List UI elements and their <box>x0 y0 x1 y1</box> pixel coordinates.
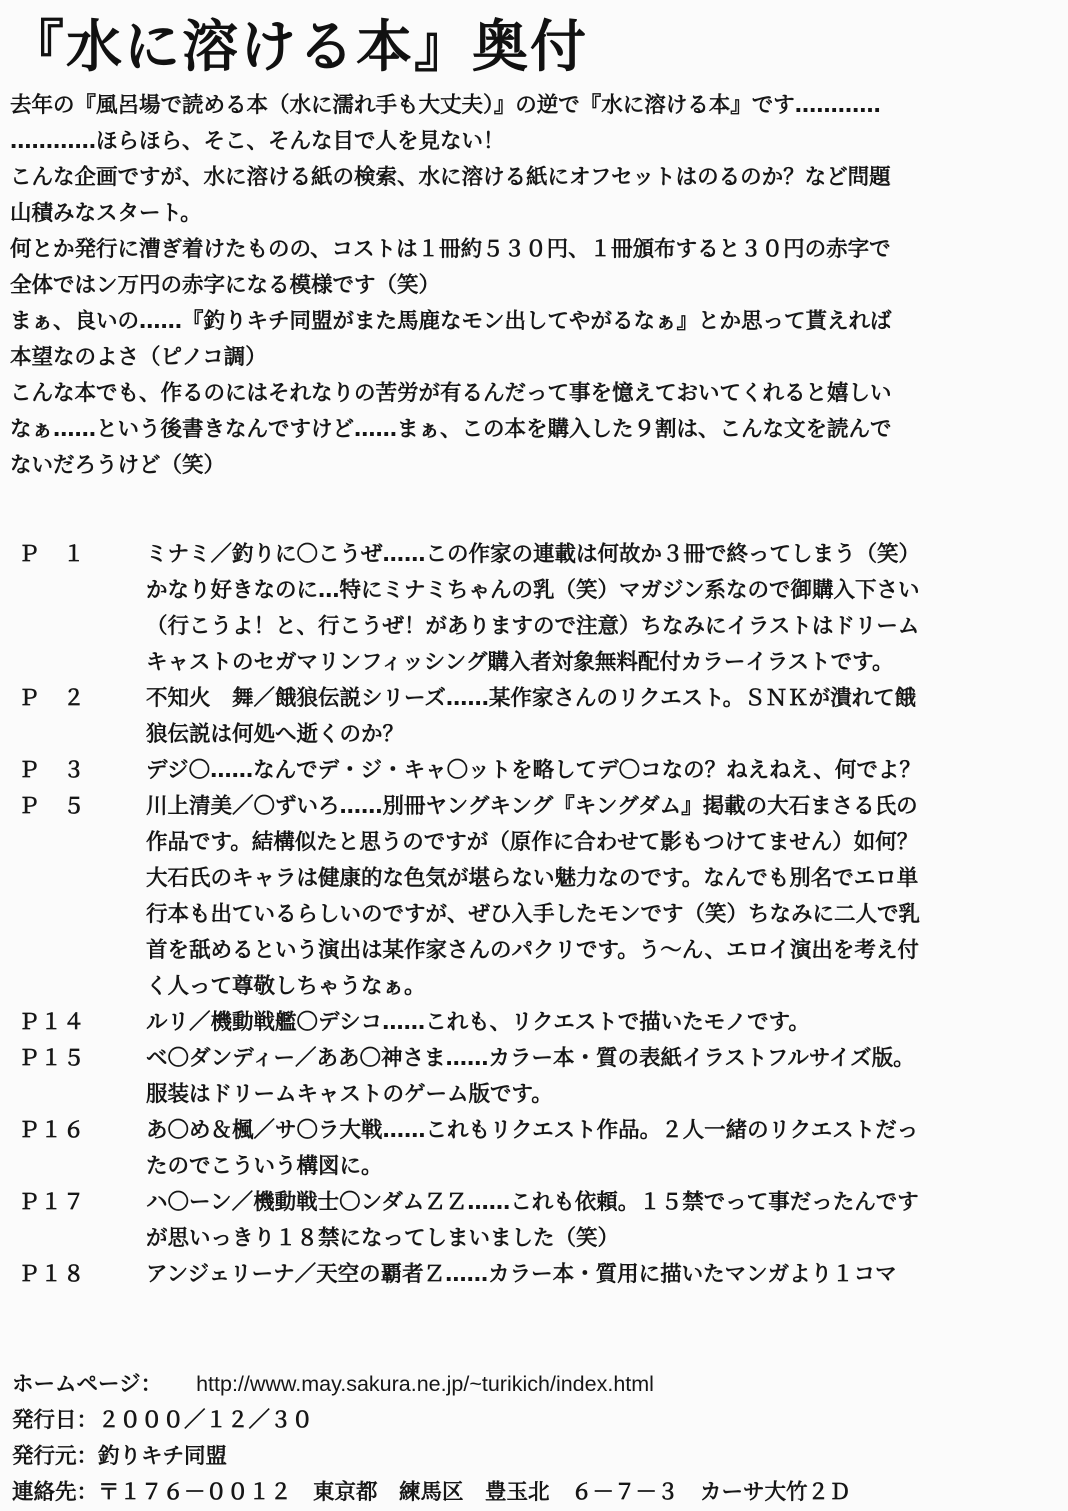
note-line: ベ〇ダンディー／ああ〇神さま……カラー本・質の表紙イラストフルサイズ版。 <box>146 1046 915 1071</box>
page-note-text <box>146 1113 1060 1185</box>
contact-address: 連絡先：〒１７６－００１２ 東京都 練馬区 豊玉北 ６－７－３ カーサ大竹２Ｄ <box>12 1480 851 1505</box>
homepage-url: http://www.may.sakura.ne.jp/~turikich/index.html <box>196 1372 654 1396</box>
note-line: デジ〇……なんでデ・ジ・キャ〇ットを略してデ〇コなの？ねえねえ、何でよ？ <box>146 758 921 783</box>
page-note-text <box>146 1005 1060 1041</box>
afterword-line: 全体ではン万円の赤字になる模様です（笑） <box>10 273 441 298</box>
page-number: Ｐ ３ <box>18 758 86 783</box>
note-line: ルリ／機動戦艦〇デシコ……これも、リクエストで描いたモノです。 <box>146 1010 810 1035</box>
note-line: ハ〇ーン／機動戦士〇ンダムＺＺ……これも依頼。１５禁でって事だったんです <box>146 1190 919 1215</box>
page-note-text <box>146 537 1060 681</box>
afterword-line: 本望なのよさ（ピノコ調） <box>10 345 267 370</box>
page-note <box>10 537 1060 681</box>
afterword-line: こんな企画ですが、水に溶ける紙の検索、水に溶ける紙にオフセットはのるのか？など問題 <box>10 165 891 190</box>
page-number: Ｐ １ <box>18 542 86 567</box>
note-line: キャストのセガマリンフィッシング購入者対象無料配付カラーイラストです。 <box>146 650 894 675</box>
publication-date: 発行日：２０００／１２／３０ <box>12 1408 314 1433</box>
page-number: Ｐ ５ <box>18 794 86 819</box>
page-note-text <box>146 681 1060 753</box>
note-line: 大石氏のキャラは健康的な色気が堪らない魅力なのです。なんでも別名でエロ単 <box>146 866 919 891</box>
page-note-text <box>146 753 1060 789</box>
afterword-line: 去年の『風呂場で読める本（水に濡れ手も大丈夫）』の逆で『水に溶ける本』です………… <box>10 93 881 118</box>
page-note <box>10 681 1060 753</box>
note-line: く人って尊敬しちゃうなぁ。 <box>146 974 426 999</box>
note-line: 服装はドリームキャストのゲーム版です。 <box>146 1082 553 1107</box>
page-note <box>10 1005 1060 1041</box>
page-number: Ｐ ２ <box>18 686 86 711</box>
note-line: 首を舐めるという演出は某作家さんのパクリです。う～ん、エロイ演出を考え付 <box>146 938 919 963</box>
note-line: かなり好きなのに…特にミナミちゃんの乳（笑）マガジン系なので御購入下さい <box>146 578 920 603</box>
note-line: ミナミ／釣りに〇こうぜ……この作家の連載は何故か３冊で終ってしまう（笑） <box>146 542 921 567</box>
note-line: が思いっきり１８禁になってしまいました（笑） <box>146 1226 620 1251</box>
page-number: Ｐ１４ <box>18 1010 86 1035</box>
note-line: アンジェリーナ／天空の覇者Ｚ……カラー本・質用に描いたマンガより１コマ <box>146 1262 897 1287</box>
note-line: たのでこういう構図に。 <box>146 1154 383 1179</box>
note-line: 川上清美／〇ずいろ……別冊ヤングキング『キングダム』掲載の大石まさる氏の <box>146 794 918 819</box>
page-note <box>10 1113 1060 1185</box>
page-note-text <box>146 1041 1060 1113</box>
afterword-line: 何とか発行に漕ぎ着けたものの、コストは１冊約５３０円、１冊頒布すると３０円の赤字で <box>10 237 891 262</box>
note-line: 作品です。結構似たと思うのですが（原作に合わせて影もつけてません）如何？ <box>146 830 919 855</box>
afterword-line: 山積みなスタート。 <box>10 201 202 226</box>
page-note-text <box>146 1185 1060 1257</box>
publication-info <box>12 1366 1062 1511</box>
afterword-line: こんな本でも、作るのにはそれなりの苦労が有るんだって事を憶えておいてくれると嬉しい <box>10 381 892 406</box>
page-note <box>10 1185 1060 1257</box>
page-note-text <box>146 1257 1060 1293</box>
note-line: 狼伝説は何処へ逝くのか？ <box>146 722 405 747</box>
page-number: Ｐ１６ <box>18 1118 86 1143</box>
afterword-line: なぁ……という後書きなんですけど……まぁ、この本を購入した９割は、こんな文を読んで <box>10 417 892 442</box>
afterword-line: …………ほらほら、そこ、そんな目で人を見ない！ <box>10 129 505 154</box>
page-note <box>10 753 1060 789</box>
note-line: 行本も出ているらしいのですが、ぜひ入手したモンです（笑）ちなみに二人で乳 <box>146 902 921 927</box>
publisher: 発行元：釣りキチ同盟 <box>12 1444 228 1469</box>
page-note <box>10 1041 1060 1113</box>
page-number: Ｐ１５ <box>18 1046 86 1071</box>
page-note <box>10 789 1060 1005</box>
note-line: （行こうよ！と、行こうぜ！がありますので注意）ちなみにイラストはドリーム <box>146 614 920 639</box>
note-line: 不知火 舞／餓狼伝説シリーズ……某作家さんのリクエスト。ＳＮＫが潰れて餓 <box>146 686 917 711</box>
homepage-label: ホームページ： <box>12 1372 163 1397</box>
note-line: あ〇め＆楓／サ〇ラ大戦……これもリクエスト作品。２人一緒のリクエストだっ <box>146 1118 919 1143</box>
afterword-line: まぁ、良いの……『釣りキチ同盟がまた馬鹿なモン出してやがるなぁ』とか思って貰えれば <box>10 309 892 334</box>
afterword-text <box>10 88 1060 484</box>
afterword-line: ないだろうけど（笑） <box>10 453 226 478</box>
page-notes-list <box>10 537 1060 1293</box>
page-number: Ｐ１７ <box>18 1190 86 1215</box>
page-note-text <box>146 789 1060 1005</box>
page-number: Ｐ１８ <box>18 1262 86 1287</box>
page-note <box>10 1257 1060 1293</box>
homepage-row <box>12 1366 1062 1403</box>
page-title: 『水に溶ける本』奥付 <box>8 15 588 80</box>
